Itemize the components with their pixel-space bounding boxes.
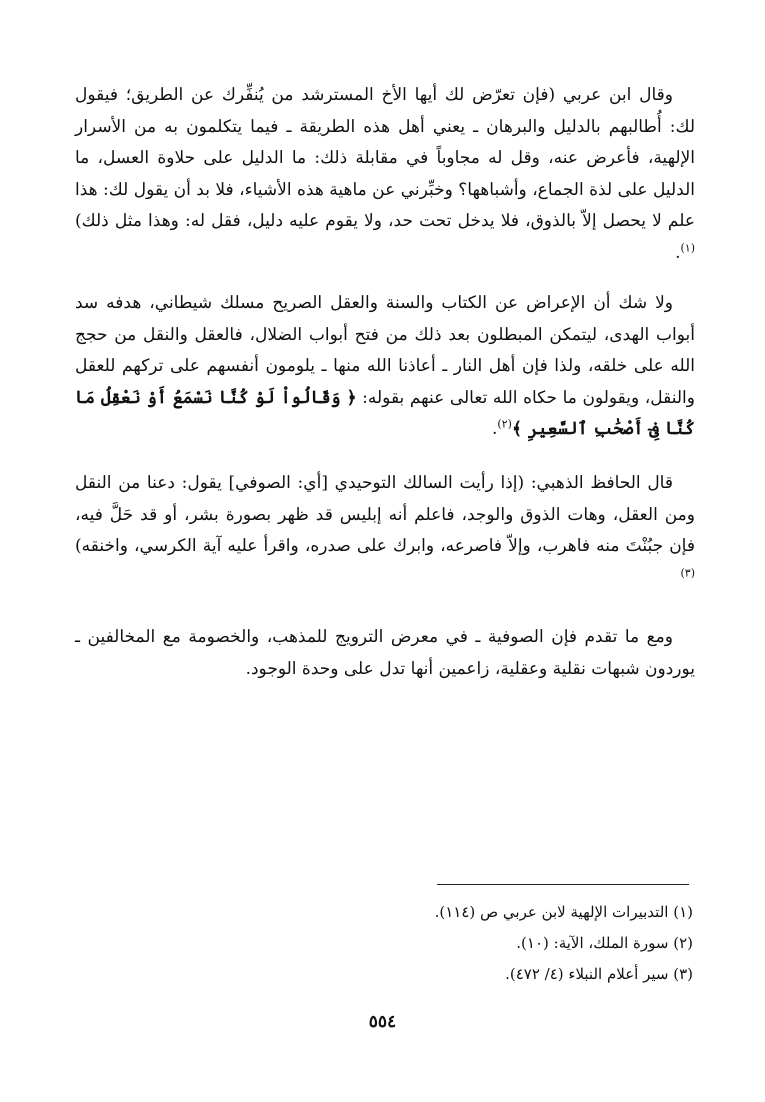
footnote-separator (437, 884, 689, 885)
paragraph-text: ولا شك أن الإعراض عن الكتاب والسنة والعقل الصريح مسلك شيطاني، هدفه سد أبواب الهدى، ليتمكن المبطلون بعد ذلك من فتح أبواب الضلال، فالعقل والنقل من حجج الله على خلقه، ولذا فإن أهل النار ـ أعاذنا الله منها ـ يلومون أنفسهم على تركهم للعقل والنقل، ويقولون ما حكاه الله تعالى عنهم بقوله: (75, 293, 695, 408)
footnote-3: (٣) سير أعلام النبلاء (٤/ ٤٧٢). (505, 965, 693, 983)
footnote-1: (١) التدبيرات الإلهية لابن عربي ص (١١٤). (434, 903, 693, 921)
paragraph-tail: . (675, 242, 681, 263)
paragraph-text: ومع ما تقدم فإن الصوفية ـ في معرض الترويج للمذهب، والخصومة مع المخالفين ـ يوردون شبهات نقلية وعقلية، زاعمين أنها تدل على وحدة الوجود. (75, 627, 695, 679)
paragraph-dhahabi-quote (75, 468, 695, 594)
paragraph-tail: . (492, 419, 498, 439)
page-number: ٥٥٤ (368, 1012, 397, 1032)
paragraph-sufi-arguments (75, 622, 695, 685)
footnote-2: (٢) سورة الملك، الآية: (١٠). (516, 934, 693, 952)
quran-verse: ﴿ وَقَالُواْ لَوْ كُنَّا نَسْمَعُ أَوْ نَعْقِلُ مَا كُنَّا فِىٓ أَصْحَٰبِ ٱلسَّعِيرِ ﴾ (75, 387, 695, 439)
paragraph-ibn-arabi-quote (75, 80, 695, 269)
footnote-mark-3: (٣) (680, 565, 695, 579)
footnote-mark-2: (٢) (497, 417, 512, 431)
paragraph-text: وقال ابن عربي (فإن تعرّض لك أيها الأخ المسترشد من يُنفِّرك عن الطريق؛ فيقول لك: أُطالبهم بالدليل والبرهان ـ يعني أهل هذه الطريقة ـ فيما يتكلمون به من الأسرار الإلهية، فأعرض عنه، وقل له مجاوباً في مقابلة ذلك: ما الدليل على حلاوة العسل، ما الدليل على لذة الجماع، وأشباهها؟ وخبِّرني عن ماهية هذه الأشياء، فلا بد أن يقول لك: هذا علم لا يحصل إلاّ بالذوق، فلا يدخل تحت حد، ولا يقوم عليه دليل، فقل له: وهذا مثل ذلك) (75, 85, 695, 231)
footnotes (293, 897, 693, 990)
paragraph-text: قال الحافظ الذهبي: (إذا رأيت السالك التوحيدي [أي: الصوفي] يقول: دعنا من النقل ومن العقل، وهات الذوق والوجد، فاعلم أنه إبليس قد ظهر بصورة بشر، أو قد حَلَّ فيه، فإن جبُنْتَ منه فاهرب، وإلاّ فاصرعه، وابرك على صدره، واقرأ عليه آية الكرسي، واخنقه) (75, 473, 695, 556)
footnote-mark-1: (١) (680, 240, 695, 254)
paragraph-reason-and-revelation (75, 288, 695, 446)
